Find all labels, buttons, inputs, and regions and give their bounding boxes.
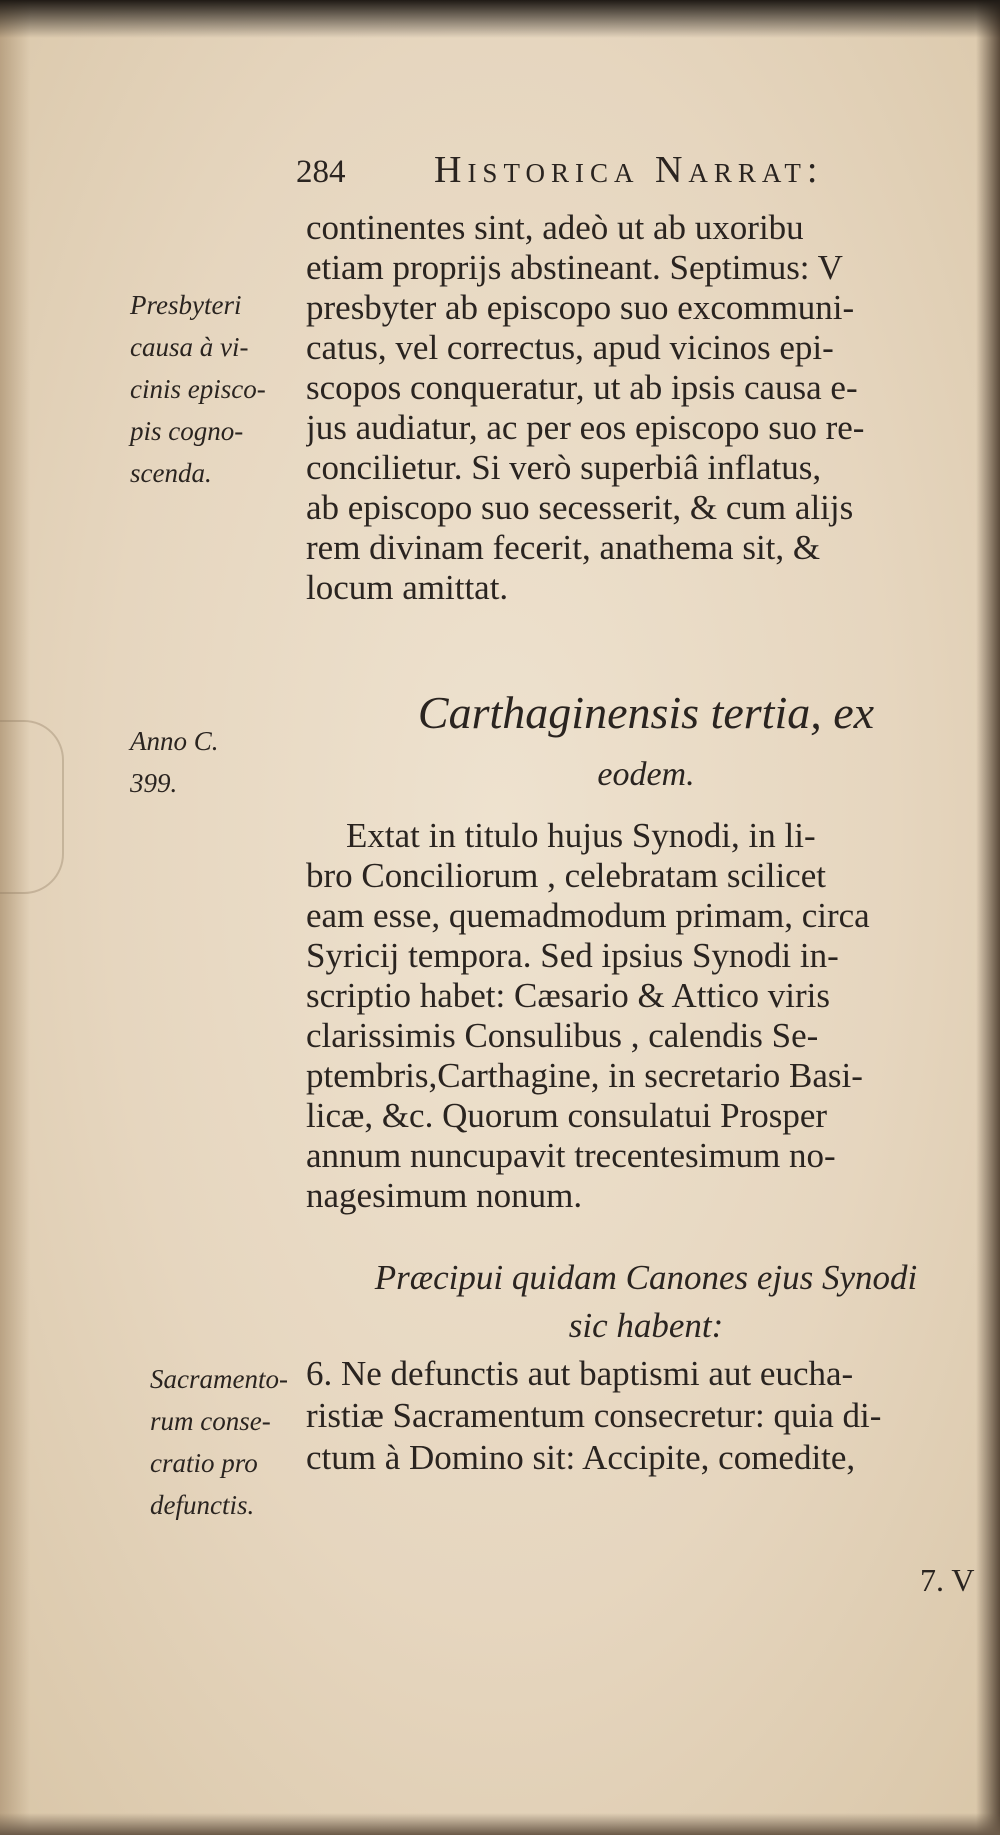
bottom-shadow [0,1813,1000,1835]
text-line: catus, vel correctus, apud vicinos epi- [306,328,834,367]
text-line: etiam proprijs abstineant. Septimus: V [306,248,843,287]
section-heading: Præcipui quidam Canones ejus Synodi [374,1258,918,1297]
canon-line: 6. Ne defunctis aut baptismi aut eucha- [306,1354,854,1393]
margin-note-line: scenda. [130,458,212,488]
page-header [296,148,976,198]
text-line: nagesimum nonum. [306,1176,583,1215]
text-line: ptembris,Carthagine, in secretario Basi- [306,1056,863,1095]
page-gutter-shadow [0,0,30,1835]
running-head: Historica Narrat: [434,149,824,191]
text-line: clarissimis Consulibus , calendis Se- [306,1016,819,1055]
text-line: bro Conciliorum , celebratam scilicet [306,856,826,895]
margin-note-line: causa à vi- [130,332,249,362]
margin-note-line: defunctis. [150,1490,255,1520]
top-shadow [0,0,1000,38]
section-heading-continued: sic habent: [568,1306,724,1345]
margin-note-presbyteri [130,284,310,494]
margin-note-line: rum conse- [150,1406,271,1436]
text-line: scopos conqueratur, ut ab ipsis causa e- [306,368,858,407]
margin-note-sacramentorum [150,1358,330,1526]
margin-note-anno [130,720,310,804]
text-line: jus audiatur, ac per eos episcopo suo re- [306,408,865,447]
text-line: rem divinam fecerit, anathema sit, & [306,528,821,567]
text-line: ab episcopo suo secesserit, & cum alijs [306,488,854,527]
text-line: licæ, &c. Quorum consulatui Prosper [306,1096,828,1135]
margin-note-line: Anno C. [130,726,219,756]
canon-line: ristiæ Sacramentum consecretur: quia di- [306,1396,882,1435]
text-line: eam esse, quemadmodum primam, circa [306,896,870,935]
text-line: annum nuncupavit trecentesimum no- [306,1136,836,1175]
section-heading: Carthaginensis tertia, ex [417,687,875,738]
section-heading-continued: eodem. [597,756,695,793]
margin-note-line: pis cogno- [130,416,244,446]
page-clip-impression [0,720,64,894]
text-line: concilietur. Si verò superbiâ inflatus, [306,448,822,487]
text-line: locum amittat. [306,568,509,607]
page-number: 284 [296,154,346,190]
catchword: 7. V [920,1562,975,1598]
margin-note-line: Sacramento- [150,1364,288,1394]
canon-line: ctum à Domino sit: Accipite, comedite, [306,1438,856,1477]
margin-note-line: 399. [130,768,178,798]
text-line: Syricij tempora. Sed ipsius Synodi in- [306,936,839,975]
text-line: continentes sint, adeò ut ab uxoribu [306,208,804,247]
text-line: presbyter ab episcopo suo excommuni- [306,288,855,327]
text-line: scriptio habet: Cæsario & Attico viris [306,976,830,1015]
margin-note-line: Presbyteri [130,290,242,320]
text-line: Extat in titulo hujus Synodi, in li- [346,816,816,855]
margin-note-line: cratio pro [150,1448,258,1478]
margin-note-line: cinis episco- [130,374,266,404]
